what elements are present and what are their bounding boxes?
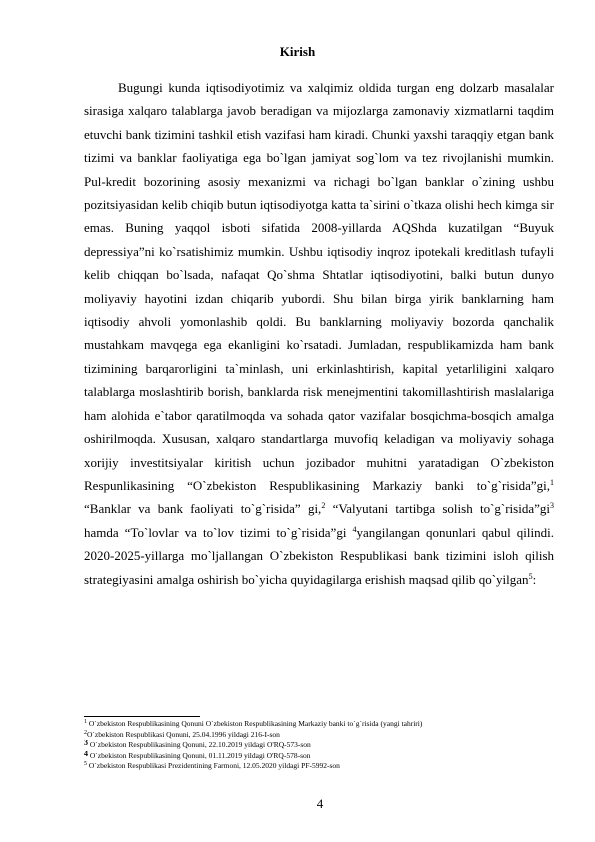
- footnote-2: [84, 730, 554, 741]
- footnote-1: [84, 719, 554, 730]
- footnote-mark: 2: [84, 729, 87, 736]
- paragraph-text-6: :: [532, 571, 537, 587]
- footnote-mark: 5: [84, 761, 87, 767]
- footnote-mark: 4: [84, 750, 88, 758]
- footnote-4: [84, 751, 554, 762]
- footnote-text: O`zbekiston Respublikasining Qonuni, 22.10.2019 yildagi O'RQ-573-son: [88, 740, 311, 749]
- footnote-ref-3: 3: [550, 501, 554, 511]
- footnote-ref-4: 4: [352, 524, 357, 534]
- page-number: 4: [316, 796, 324, 811]
- footnote-text: O`zbekiston Respublikasining Qonuni O`zbekiston Respublikasining Markaziy banki to`g`risida (yangi tahriri): [87, 719, 423, 728]
- paragraph-text-3: “Valyutani tartibga solish to`g`risida”gi: [325, 501, 550, 517]
- footnote-ref-5: 5: [528, 571, 533, 581]
- page-title: Kirish: [279, 44, 316, 59]
- paragraph-text-5: yangilangan qonunlari qabul qilindi. 2020-2025-yillarga mo`ljallangan O`zbekiston Respublikasi bank tizimini isloh qilish strategiyasini amalga oshirish bo`yicha quyidagilarga erishish maqsad qilib qo`yilgan: [84, 524, 555, 587]
- paragraph-text-4: hamda “To`lovlar va to`lov tizimi to`g`risida”gi: [84, 524, 353, 540]
- paragraph-text-2: “Banklar va bank faoliyati to`g`risida” gi,: [84, 501, 322, 517]
- footnote-mark: 3: [84, 740, 88, 747]
- footnote-mark: 1: [84, 719, 87, 725]
- footnote-separator: [84, 716, 200, 717]
- footnote-text: O`zbekiston Respublikasining Qonuni, 01.11.2019 yildagi O'RQ-578-son: [88, 750, 311, 760]
- footnote-text: O`zbekiston Respublikasi Qonuni, 25.04.1996 yildagi 216-I-son: [87, 729, 280, 739]
- footnote-ref-1: 1: [550, 477, 554, 487]
- paragraph-text-1: Bugungi kunda iqtisodiyotimiz va xalqimiz oldida turgan eng dolzarb masalalar sirasiga xalqaro talablarga javob beradigan va mijozlarga zamonaviy xizmatlarni taqdim etuvchi bank tizimini tashkil etish vazifasi ham kiradi. Chunki yaxshi taraqqiy etgan bank tizimi va banklar faoliyatiga ega bo`lgan jamiyat sog`lom va tez rivojlanishi mumkin. Pul-kredit bozorining asosiy mexanizmi va richagi bo`lgan banklar o`zining ushbu pozitsiyasidan kelib chiqib butun iqtisodiyotga katta ta`sirini o`tkaza olishi hech kimga sir emas. Buning yaqqol isboti sifatida 2008-yillarda AQShda kuzatilgan “Buyuk depressiya”ni ko`rsatishimiz mumkin. Ushbu iqtisodiy inqroz ipotekali kreditlash tufayli kelib chiqqan bo`lsada, nafaqat Qo`shma Shtatlar iqtisodiyotini, balki butun dunyo moliyaviy hayotini izdan chiqarib yubordi. Shu bilan birga yirik banklarning ham iqtisodiy ahvoli yomonlashib qoldi. Bu banklarning moliyaviy bozorda qanchalik mustahkam mavqega ega ekanligini ko`rsatadi. Jumladan, respublikamizda ham bank tizimining barqarorligini ta`minlash, uni erkinlashtirish, kapital yetarliligini xalqaro talablarga moslashtirib borish, banklarda risk menejmentini takomillashtirish maslalariga ham alohida e`tabor qaratilmoqda va sohada qator vazifalar bosqichma-bosqich amalga oshirilmoqda. Xususan, xalqaro standartlarga muvofiq keladigan va moliyaviy sohaga xorijiy investitsiyalar kiritish uchun jozibador muhitni yaratadigan O`zbekiston Respunlikasining “O`zbekiston Respublikasining Markaziy banki to`g`risida”gi,: [84, 80, 554, 493]
- body-paragraph: [84, 76, 554, 591]
- footnote-text: O`zbekiston Respublikasi Prezidentining Farmoni, 12.05.2020 yildagi PF-5992-son: [87, 761, 340, 770]
- footnote-3: [84, 740, 554, 751]
- footnote-ref-2: 2: [321, 501, 326, 511]
- footnotes: [84, 719, 554, 772]
- footnote-5: [84, 761, 554, 772]
